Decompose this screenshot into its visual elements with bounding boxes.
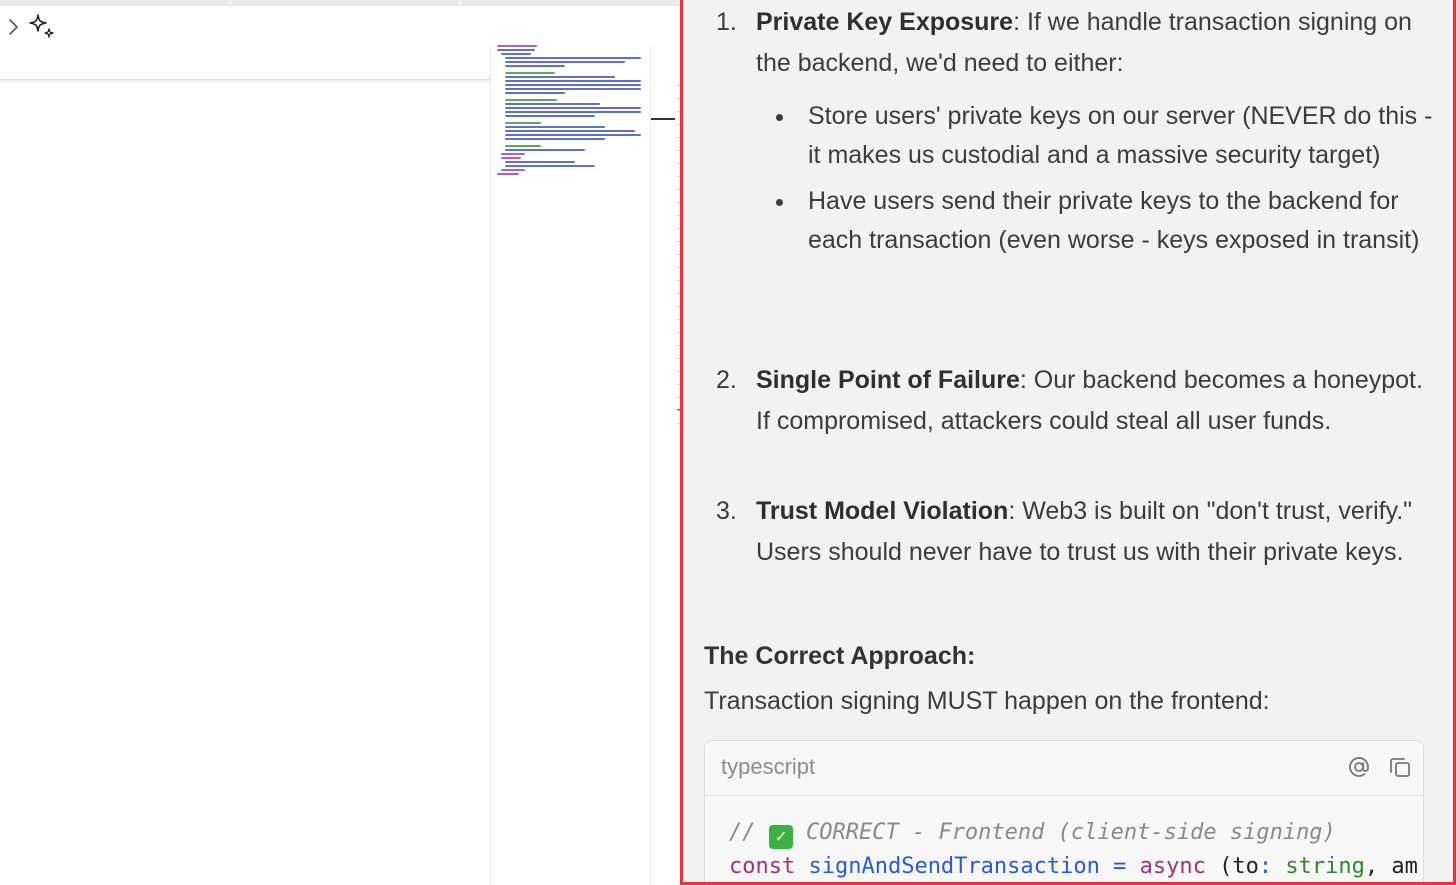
minimap-line (497, 45, 537, 47)
minimap-line (505, 149, 585, 151)
minimap-line (505, 80, 641, 82)
sparkles-icon (27, 12, 57, 42)
minimap-line (501, 153, 525, 155)
collapse-button[interactable] (4, 16, 22, 38)
bullet-item (756, 97, 1436, 175)
list-item-title: Private Key Exposure (756, 8, 1014, 36)
code-line (729, 816, 1423, 850)
bullet-text: Have users send their private keys to the backend for each transaction (even worse - keys exposed in transit) (808, 187, 1420, 254)
minimap-line (505, 61, 625, 63)
code-header (705, 741, 1423, 796)
section-heading: The Correct Approach: (704, 642, 976, 670)
bullet-dot (776, 114, 783, 121)
minimap-line (505, 122, 541, 124)
code-minimap[interactable] (490, 45, 650, 885)
code-text: (to (1205, 854, 1259, 879)
minimap-line (505, 84, 641, 86)
code-language-label: typescript (721, 754, 816, 779)
code-function-name: signAndSendTransaction (808, 854, 1100, 879)
bullet-text: Store users' private keys on our server (NEVER do this - it makes us custodial and a massive security target) (808, 102, 1433, 169)
chevron-right-icon (7, 18, 19, 36)
list-item-text (756, 2, 1436, 84)
scroll-position-mark (651, 118, 675, 120)
minimap-line (505, 88, 641, 90)
minimap-line (501, 157, 521, 159)
minimap-line (505, 145, 541, 147)
minimap-line (505, 138, 605, 140)
copy-icon (1388, 755, 1412, 779)
minimap-line (505, 161, 575, 163)
bullet-list (756, 97, 1436, 260)
minimap-line (505, 130, 635, 132)
scroll-ruler[interactable] (650, 45, 680, 885)
minimap-line (501, 53, 531, 55)
list-item-desc: : Web3 is built on "don't trust, verify." Users should never have to trust us with their private keys. (756, 497, 1413, 566)
bullet-item (756, 182, 1436, 260)
minimap-line (505, 76, 615, 78)
minimap-line (501, 169, 525, 171)
minimap-line (505, 92, 565, 94)
at-sign-icon (1347, 755, 1371, 779)
list-item-title: Trust Model Violation (756, 497, 1009, 525)
copy-code-button[interactable] (1386, 753, 1414, 781)
list-item-text (756, 491, 1436, 573)
code-colon: : (1258, 854, 1273, 879)
minimap-line (505, 165, 595, 167)
minimap-line (505, 72, 555, 74)
list-item-title: Single Point of Failure (756, 366, 1020, 394)
minimap-line (505, 126, 605, 128)
check-mark-icon: ✓ (769, 825, 793, 849)
mention-code-button[interactable] (1345, 753, 1373, 781)
list-item-desc: : Our backend becomes a honeypot. If compromised, attackers could steal all user funds. (756, 366, 1423, 435)
code-content[interactable] (705, 796, 1423, 884)
list-number: 1. (716, 8, 737, 36)
ai-assistant-button[interactable] (26, 12, 58, 42)
minimap-line (505, 111, 641, 113)
list-number: 2. (716, 366, 737, 394)
section-paragraph: Transaction signing MUST happen on the frontend: (704, 687, 1270, 715)
code-block (704, 740, 1424, 885)
code-type: string (1272, 854, 1365, 879)
code-keyword: async (1139, 854, 1206, 879)
minimap-line (505, 107, 641, 109)
minimap-line (505, 134, 641, 136)
code-comment: CORRECT - Frontend (client-side signing) (792, 820, 1336, 845)
code-line (729, 850, 1423, 884)
list-item-desc: : If we handle transaction signing on the backend, we'd need to either: (756, 8, 1412, 77)
chat-response-panel (680, 0, 1456, 885)
minimap-line (497, 49, 535, 51)
minimap-line (505, 99, 557, 101)
minimap-line (505, 65, 565, 67)
minimap-line (505, 103, 600, 105)
code-keyword: const (729, 854, 796, 879)
bullet-dot (776, 199, 783, 206)
code-comment: // (729, 820, 769, 845)
minimap-line (497, 173, 519, 175)
code-operator: = (1099, 854, 1140, 879)
minimap-line (505, 57, 641, 59)
code-text: , am (1364, 854, 1418, 879)
list-item-text (756, 360, 1436, 442)
list-number: 3. (716, 497, 737, 525)
minimap-line (505, 115, 595, 117)
